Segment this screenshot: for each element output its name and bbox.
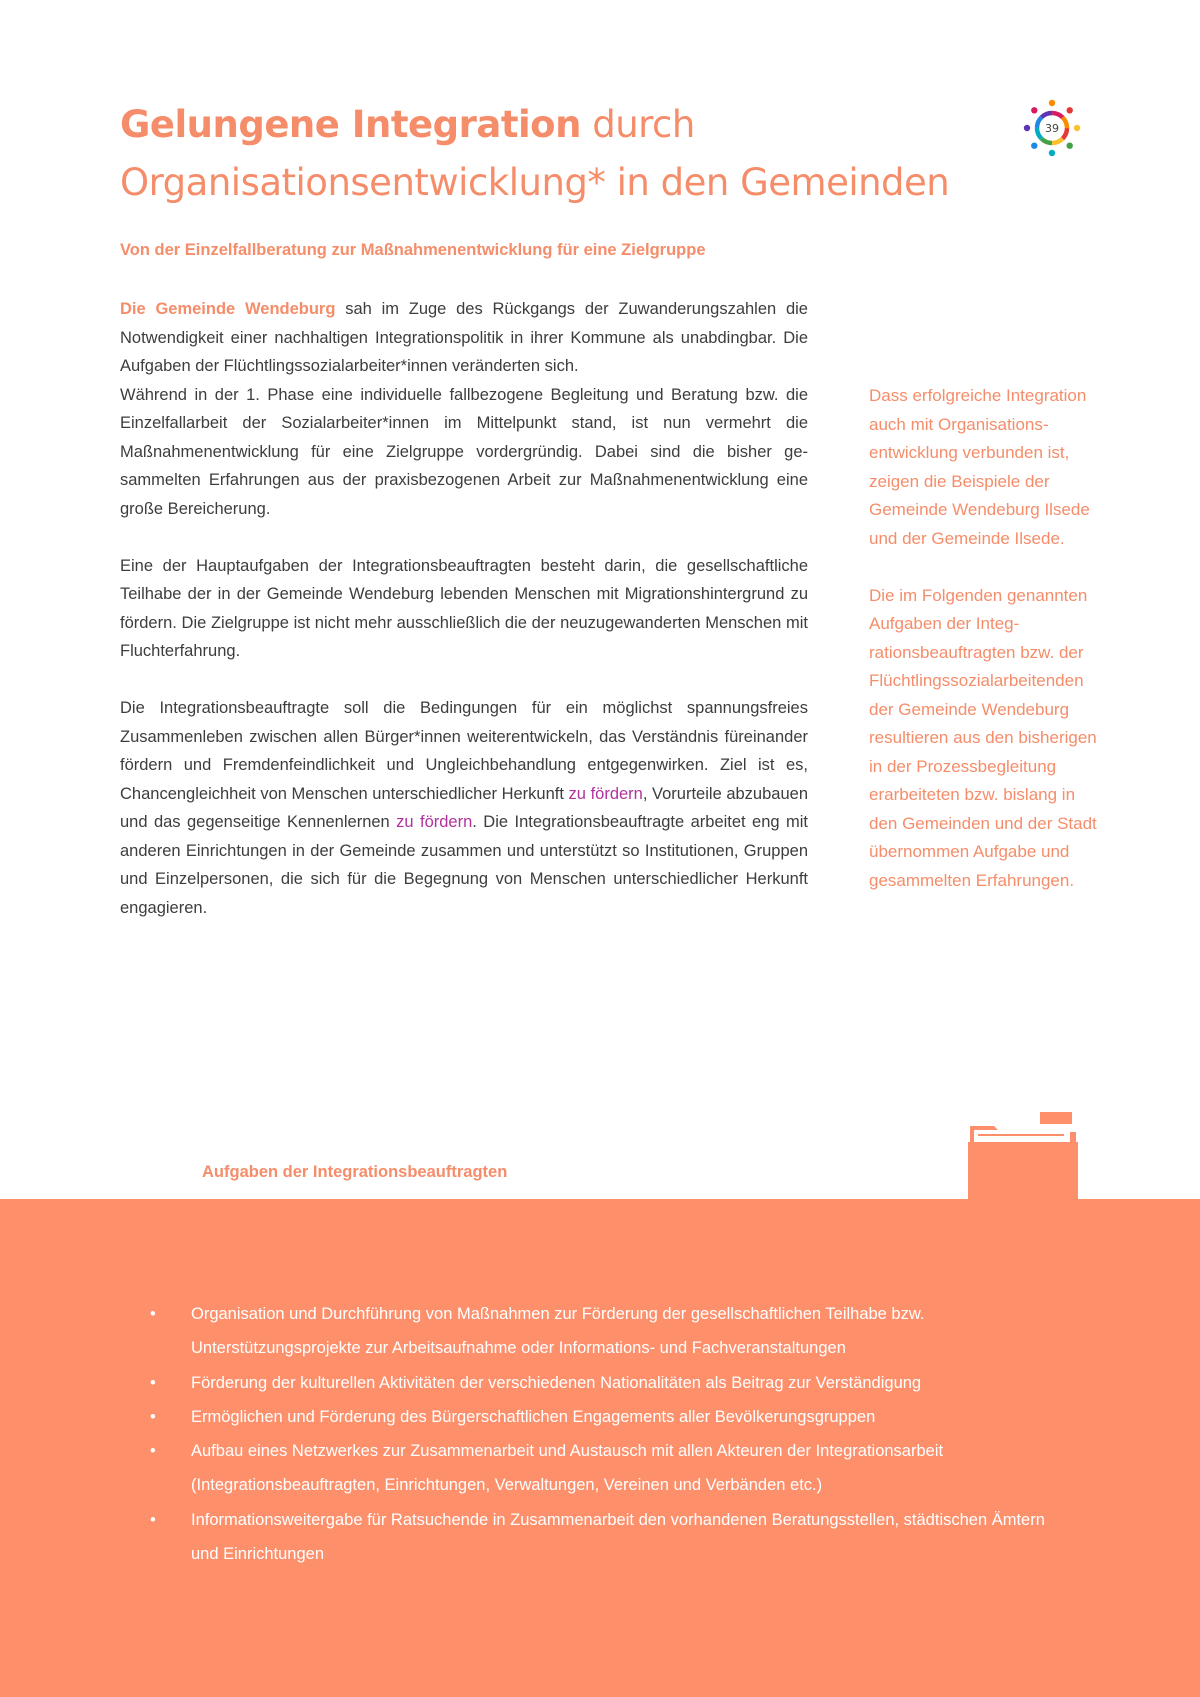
bullet-icon: •: [150, 1305, 156, 1323]
link-zu-foerdern-1[interactable]: zu fördern: [568, 784, 643, 803]
paragraph-2: Eine der Hauptaufgaben der Integrationsbeauftragten besteht darin, die gesellschaftliche Teilhabe der in der Gemeinde Wendeburg lebenden Menschen mit Migrationshintergrund zu fördern. Die Zielgruppe ist nicht mehr ausschließlich die der neuzugewanderten Menschen mit Fluchterfahrung.: [120, 556, 808, 660]
page-number-badge: [1022, 98, 1082, 158]
section-subtitle: Von der Einzelfallberatung zur Maßnahmenentwicklung für eine Zielgruppe: [120, 241, 706, 259]
sidebar-note-2: Die im Folgenden genannten Aufgaben der Integrationsbeauftragten bzw. der Flüchtlingssozialarbeitenden der Gemeinde Wendeburg resultieren aus den bisherigen in der Prozessbegleitung erarbeiteten bzw. bislang in den Gemeinden und der Stadt übernommen Aufgabe und gesammelten Erfahrungen.: [869, 585, 1097, 890]
paragraph-3-part-3: . Die Integrationsbeauftragte arbeitet eng mit anderen Einrichtungen in der Gemeinde zusammen und unterstützt so Institutionen, Gruppen und Einzelpersonen, die sich für die Begegnung von Menschen unterschiedlicher Herkunft engagieren.: [120, 813, 809, 917]
bullet-icon: •: [150, 1373, 156, 1392]
task-item: [150, 1400, 1050, 1434]
task-text: Förderung der kulturellen Aktivitäten der verschiedenen Nationalitäten als Beitrag zur Verständigung: [191, 1373, 922, 1392]
task-item: [150, 1366, 1050, 1400]
paragraph-1-text-a: sah im Zuge des Rückgangs der Zuwanderungszahlen die Notwendigkeit einer nachhaltigen Integrationspolitik in ihrer Kommune als unabdingbar. Die Aufgaben der Flüchtlingssozialarbeiter*innen veränderten sich.: [120, 300, 808, 375]
task-text: Aufbau eines Netzwerkes zur Zusammenarbeit und Austausch mit allen Akteuren der Integrationsarbeit (Integrationsbeauftragten, Einrichtungen, Verwaltungen, Vereinen und Verbänden etc.): [191, 1442, 944, 1495]
task-item: [150, 1297, 1050, 1366]
title-line1-rest: durch: [580, 103, 695, 146]
tasks-list: [150, 1297, 1050, 1571]
sidebar-notes: [869, 382, 1101, 895]
task-text: Ermöglichen und Förderung des Bürgerschaftlichen Engagements aller Bevölkerungsgruppen: [191, 1407, 876, 1426]
bullet-icon: •: [150, 1407, 156, 1426]
bullet-icon: •: [150, 1442, 156, 1461]
task-item: [150, 1503, 1050, 1572]
colorful-circle-logo-icon: [1022, 98, 1082, 158]
page-number: 39: [1045, 122, 1059, 135]
paragraph-3-part-2: , Vorurteile abzubauen und das gegenseitige Kennenlernen: [120, 784, 808, 831]
folder-icon: [968, 1112, 1080, 1200]
bullet-icon: •: [150, 1510, 156, 1529]
page-title: [120, 96, 980, 212]
paragraph-3-part-1: Die Integrationsbeauftragte soll die Bedingungen für ein möglichst spannungsfreies Zusammenleben zwischen allen Bürger*innen weiterentwickeln, das Verständnis füreinander fördern und Fremdenfeindlichkeit und Ungleichbehandlung entgegenwirken. Ziel ist es, Chancengleichheit von Menschen unterschiedlicher Herkunft: [120, 699, 808, 803]
task-text: Organisation und Durchführung von Maßnahmen zur Förderung der gesellschaftlichen Teilhabe bzw. Unterstützungsprojekte zur Arbeitsaufnahme oder Informations- und Fachveranstaltungen: [191, 1305, 925, 1358]
paragraph-3: [120, 694, 808, 922]
title-line2: Organisationsentwicklung* in den Gemeinden: [120, 161, 950, 204]
paragraph-1-text-b: Während in der 1. Phase eine individuelle fallbezogene Begleitung und Beratung bzw. die Einzelfallarbeit der Sozialarbeiter*innen im Mittelpunkt stand, ist nun vermehrt die Maßnahmenentwicklung für eine Zielgruppe vordergründig. Dabei sind die bisher gesammelten Erfahrungen aus der praxisbezogenen Arbeit zur Maßnahmenentwicklung eine große Bereicherung.: [120, 385, 808, 518]
link-zu-foerdern-2[interactable]: zu fördern: [396, 813, 473, 831]
task-item: [150, 1434, 1050, 1503]
task-text: Informationsweitergabe für Ratsuchende in Zusammenarbeit den vorhandenen Beratungsstellen, städtischen Ämtern und Einrichtungen: [191, 1510, 1045, 1564]
municipality-highlight: Die Gemeinde Wendeburg: [120, 300, 336, 318]
title-bold: Gelungene Integration: [120, 103, 581, 146]
main-body-text: [120, 295, 808, 922]
tasks-heading: Aufgaben der Integrationsbeauftragten: [202, 1163, 508, 1181]
sidebar-note-1: Dass erfolgreiche Integration auch mit Organisationsentwicklung verbunden ist, zeigen die Beispiele der Gemeinde Wendeburg Ilsede und der Gemeinde Ilsede.: [869, 386, 1090, 548]
paragraph-1: [120, 295, 808, 523]
